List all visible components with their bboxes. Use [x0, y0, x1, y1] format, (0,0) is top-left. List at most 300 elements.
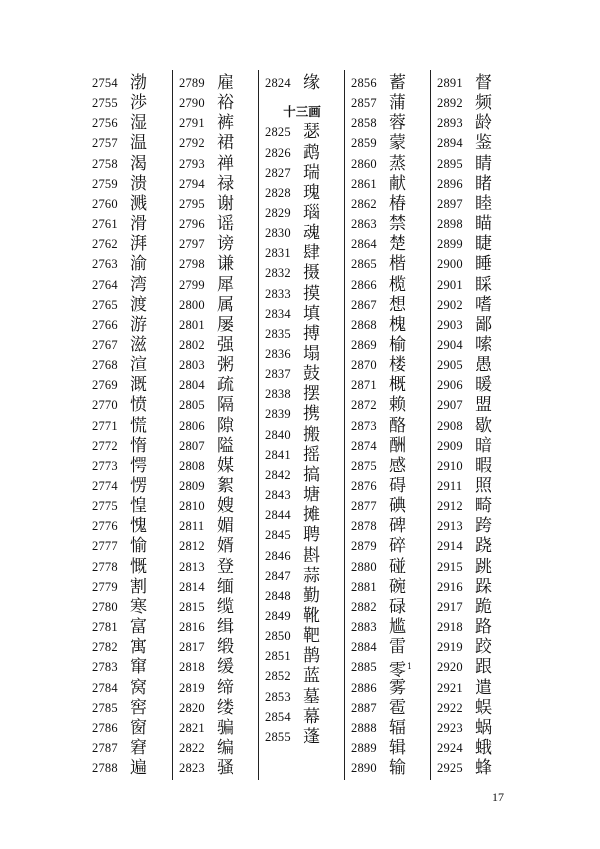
entry-number: 2910	[437, 458, 463, 473]
entry-number: 2866	[351, 277, 377, 292]
entry-number: 2785	[92, 700, 118, 715]
entry-character	[389, 456, 406, 476]
character-glyph: 渲	[130, 355, 147, 376]
character-glyph: 槐	[389, 314, 406, 335]
entry-character	[475, 254, 492, 274]
entry-number: 2911	[437, 479, 463, 493]
entry-number: 2826	[265, 145, 291, 160]
entry-number: 2812	[179, 539, 205, 554]
entry-number: 2810	[179, 499, 205, 514]
entry-number: 2772	[92, 438, 118, 453]
column-5	[430, 70, 516, 780]
entry-character	[475, 275, 492, 295]
entry-character	[217, 93, 234, 113]
entry-character	[389, 698, 406, 718]
character-glyph: 絮	[217, 476, 234, 496]
entry-number: 2794	[179, 176, 205, 191]
entry-character	[475, 416, 492, 436]
character-glyph: 盟	[475, 395, 492, 416]
entry-number: 2924	[437, 740, 463, 755]
entry-character	[475, 194, 492, 214]
entry-number: 2859	[351, 136, 377, 151]
entry-number: 2793	[179, 156, 205, 171]
column-1	[86, 70, 172, 780]
entry-character	[475, 234, 492, 254]
character-glyph: 靶	[303, 626, 320, 647]
character-glyph: 媒	[217, 455, 234, 476]
entry-number: 2773	[92, 458, 118, 473]
character-glyph: 椿	[389, 193, 406, 214]
entry-number: 2839	[265, 407, 291, 422]
character-glyph: 睫	[475, 234, 492, 255]
entry-number: 2828	[265, 185, 291, 200]
entry-number: 2904	[437, 337, 463, 352]
entry-character	[389, 375, 406, 395]
character-glyph: 缔	[217, 677, 234, 698]
entry-character	[303, 404, 320, 424]
character-glyph: 辑	[389, 737, 406, 758]
entry-number: 2893	[437, 116, 463, 131]
entry-character	[389, 476, 406, 496]
entry-character	[303, 687, 320, 707]
entry-number: 2890	[351, 761, 377, 776]
entry-number: 2774	[92, 479, 118, 493]
entry-character	[130, 254, 147, 274]
entry-number: 2755	[92, 96, 118, 111]
entry-number: 2873	[351, 418, 377, 433]
entry-number: 2808	[179, 458, 205, 473]
entry-character	[217, 416, 234, 436]
entry-character	[130, 395, 147, 415]
character-glyph: 裤	[217, 113, 234, 134]
entry-number: 2867	[351, 297, 377, 312]
entry-character	[389, 234, 406, 254]
character-glyph: 赖	[389, 395, 406, 416]
entry-character	[303, 626, 320, 646]
character-glyph: 滑	[130, 214, 147, 235]
character-glyph: 蜗	[475, 717, 492, 738]
entry-number: 2781	[92, 620, 118, 635]
character-glyph: 雹	[389, 697, 406, 718]
entry-character	[303, 344, 320, 364]
entry-number: 2925	[437, 761, 463, 776]
entry-character	[217, 557, 234, 577]
entry-number: 2879	[351, 539, 377, 554]
character-glyph: 雾	[389, 677, 406, 698]
character-glyph: 蛾	[475, 737, 492, 758]
character-glyph: 割	[130, 576, 147, 597]
column-3	[258, 70, 344, 780]
character-glyph: 辐	[389, 717, 406, 738]
entry-character	[303, 425, 320, 445]
character-glyph: 斟	[303, 545, 320, 566]
character-glyph: 跨	[475, 516, 492, 537]
entry-character	[389, 113, 406, 133]
entry-character	[303, 445, 320, 465]
entry-number: 2901	[437, 277, 463, 292]
entry-number: 2838	[265, 387, 291, 402]
character-glyph: 溉	[130, 375, 147, 396]
entry-number: 2827	[265, 165, 291, 180]
entry-number: 2884	[351, 640, 377, 655]
character-glyph: 湾	[130, 274, 147, 295]
entry-number: 2908	[437, 418, 463, 433]
entry-number: 2855	[265, 729, 291, 744]
entry-number: 2798	[179, 257, 205, 272]
character-glyph: 跳	[475, 556, 492, 577]
character-glyph: 暗	[475, 435, 492, 456]
entry-character	[130, 174, 147, 194]
character-glyph: 碘	[389, 496, 406, 517]
entry-character	[475, 456, 492, 476]
entry-character	[389, 214, 406, 234]
entry-number: 2862	[351, 196, 377, 211]
entry-character	[217, 718, 234, 738]
character-glyph: 输	[389, 758, 406, 779]
entry-character	[303, 586, 320, 606]
character-glyph: 愧	[130, 516, 147, 537]
entry-character	[130, 698, 147, 718]
entry-character	[389, 516, 406, 536]
entry-character	[303, 143, 320, 163]
entry-number: 2775	[92, 499, 118, 514]
entry-character	[217, 637, 234, 657]
entry-character	[130, 597, 147, 617]
entry-character	[217, 738, 234, 758]
entry-number: 2795	[179, 196, 205, 211]
entry-number: 2821	[179, 720, 205, 735]
character-glyph: 谢	[217, 193, 234, 214]
entry-number: 2800	[179, 297, 205, 312]
entry-number: 2807	[179, 438, 205, 453]
character-glyph: 跷	[475, 536, 492, 557]
entry-character	[217, 194, 234, 214]
entry-number: 2889	[351, 740, 377, 755]
entry-character	[303, 707, 320, 727]
entry-character	[130, 536, 147, 556]
entry-number: 2841	[265, 447, 291, 462]
character-glyph: 隙	[217, 415, 234, 436]
entry-number: 2850	[265, 629, 291, 644]
character-glyph: 督	[475, 73, 492, 93]
entry-number: 2818	[179, 660, 205, 675]
character-glyph: 暖	[475, 375, 492, 396]
character-glyph: 窝	[130, 677, 147, 698]
entry-number: 2845	[265, 528, 291, 543]
entry-number: 2847	[265, 568, 291, 583]
entry-character	[303, 485, 320, 505]
entry-number: 2756	[92, 116, 118, 131]
entry-number: 2815	[179, 599, 205, 614]
entry-character	[217, 375, 234, 395]
entry-character	[389, 617, 406, 637]
character-glyph: 照	[475, 476, 492, 496]
entry-number: 2852	[265, 669, 291, 684]
entry-number: 2880	[351, 559, 377, 574]
entry-number: 2887	[351, 700, 377, 715]
character-glyph: 裙	[217, 133, 234, 154]
character-glyph: 媚	[217, 516, 234, 537]
entry-number: 2836	[265, 347, 291, 362]
entry-character	[130, 637, 147, 657]
entry-character	[130, 436, 147, 456]
entry-number: 2872	[351, 398, 377, 413]
character-glyph: 窖	[130, 697, 147, 718]
character-glyph: 摇	[303, 444, 320, 465]
entry-number: 2848	[265, 588, 291, 603]
entry-character	[389, 416, 406, 436]
entry-character	[130, 113, 147, 133]
entry-number: 2922	[437, 700, 463, 715]
character-glyph: 缕	[217, 697, 234, 718]
entry-number: 2909	[437, 438, 463, 453]
entry-number: 2896	[437, 176, 463, 191]
character-glyph: 渤	[130, 73, 147, 93]
entry-character	[303, 183, 320, 203]
character-glyph: 渝	[130, 254, 147, 275]
entry-number: 2869	[351, 337, 377, 352]
character-glyph: 睛	[475, 153, 492, 174]
entry-number: 2853	[265, 689, 291, 704]
entry-character	[389, 758, 406, 778]
entry-character	[130, 335, 147, 355]
entry-number: 2916	[437, 579, 463, 594]
character-glyph: 概	[389, 375, 406, 396]
entry-character	[475, 335, 492, 355]
entry-number: 2913	[437, 519, 463, 534]
entry-number: 2870	[351, 358, 377, 373]
character-glyph: 缉	[217, 617, 234, 638]
character-glyph: 鼓	[303, 364, 320, 385]
character-glyph: 窘	[130, 737, 147, 758]
entry-character	[475, 355, 492, 375]
entry-number: 2762	[92, 237, 118, 252]
entry-character	[303, 364, 320, 384]
character-glyph: 嫂	[217, 496, 234, 517]
entry-number: 2789	[179, 76, 205, 90]
entry-number: 2919	[437, 640, 463, 655]
entry-number: 2832	[265, 266, 291, 281]
entry-character	[475, 758, 492, 778]
entry-character	[475, 678, 492, 698]
entry-character	[475, 93, 492, 113]
entry-character	[130, 93, 147, 113]
entry-number: 2891	[437, 76, 463, 90]
entry-number: 2885	[351, 660, 377, 675]
entry-number: 2770	[92, 398, 118, 413]
character-glyph: 睦	[475, 193, 492, 214]
entry-character	[389, 718, 406, 738]
entry-character	[130, 234, 147, 254]
entry-number: 2849	[265, 608, 291, 623]
entry-number: 2778	[92, 559, 118, 574]
entry-row	[259, 726, 345, 752]
entry-character	[475, 657, 492, 677]
entry-character	[130, 577, 147, 597]
entry-character	[130, 315, 147, 335]
character-glyph: 携	[303, 404, 320, 425]
stroke-count-heading: 十三画	[283, 104, 321, 120]
character-glyph: 寒	[130, 596, 147, 617]
entry-number: 2833	[265, 286, 291, 301]
character-glyph: 魂	[303, 223, 320, 244]
entry-number: 2805	[179, 398, 205, 413]
entry-character	[475, 738, 492, 758]
column-2	[172, 70, 258, 780]
character-glyph: 瑰	[303, 182, 320, 203]
character-glyph: 骚	[217, 758, 234, 779]
character-glyph: 摆	[303, 384, 320, 405]
entry-character	[389, 436, 406, 456]
entry-character	[217, 617, 234, 637]
entry-character	[130, 476, 147, 496]
entry-number: 2804	[179, 378, 205, 393]
character-glyph: 隔	[217, 395, 234, 416]
character-table	[86, 70, 516, 780]
entry-number: 2899	[437, 237, 463, 252]
character-glyph: 婿	[217, 536, 234, 557]
character-glyph: 强	[217, 334, 234, 355]
entry-character	[389, 154, 406, 174]
entry-number: 2779	[92, 579, 118, 594]
character-glyph: 瞄	[475, 214, 492, 235]
entry-character	[217, 657, 234, 677]
character-glyph: 肆	[303, 243, 320, 264]
entry-number: 2861	[351, 176, 377, 191]
character-glyph: 溅	[130, 193, 147, 214]
character-glyph: 寓	[130, 637, 147, 658]
entry-character	[475, 718, 492, 738]
entry-number: 2760	[92, 196, 118, 211]
entry-number: 2863	[351, 217, 377, 232]
character-glyph: 献	[389, 173, 406, 194]
entry-number: 2858	[351, 116, 377, 131]
entry-character	[130, 416, 147, 436]
character-glyph: 惰	[130, 435, 147, 456]
entry-number: 2763	[92, 257, 118, 272]
entry-number: 2894	[437, 136, 463, 151]
entry-character	[389, 577, 406, 597]
character-glyph: 禄	[217, 173, 234, 194]
character-glyph: 摊	[303, 505, 320, 526]
entry-number: 2840	[265, 427, 291, 442]
entry-number: 2782	[92, 640, 118, 655]
entry-character	[389, 355, 406, 375]
character-glyph: 蓬	[303, 726, 320, 747]
entry-character	[303, 122, 320, 142]
entry-number: 2777	[92, 539, 118, 554]
character-glyph: 登	[217, 556, 234, 577]
entry-number: 2844	[265, 508, 291, 523]
entry-character	[389, 637, 406, 657]
character-glyph: 犀	[217, 274, 234, 295]
entry-character	[475, 113, 492, 133]
entry-number: 2791	[179, 116, 205, 131]
character-glyph: 鹉	[303, 142, 320, 163]
entry-character	[389, 133, 406, 153]
entry-character	[130, 657, 147, 677]
entry-number: 2814	[179, 579, 205, 594]
entry-number: 2809	[179, 479, 205, 493]
character-glyph: 愤	[130, 395, 147, 416]
character-glyph: 粥	[217, 355, 234, 376]
entry-character	[389, 557, 406, 577]
entry-number: 2758	[92, 156, 118, 171]
entry-character	[389, 93, 406, 113]
entry-character	[217, 577, 234, 597]
entry-character	[303, 243, 320, 263]
character-glyph: 尴	[389, 617, 406, 638]
character-glyph: 蜈	[475, 697, 492, 718]
entry-row	[173, 757, 259, 783]
entry-character	[217, 355, 234, 375]
entry-number: 2877	[351, 499, 377, 514]
entry-number: 2837	[265, 367, 291, 382]
character-glyph: 愉	[130, 536, 147, 557]
entry-row	[259, 72, 345, 98]
entry-number: 2876	[351, 479, 377, 493]
character-glyph: 靴	[303, 605, 320, 626]
character-glyph: 龄	[475, 113, 492, 134]
entry-number: 2764	[92, 277, 118, 292]
character-glyph: 跟	[475, 657, 492, 678]
character-glyph: 碑	[389, 516, 406, 537]
entry-character	[217, 214, 234, 234]
character-glyph: 睬	[475, 274, 492, 295]
entry-character	[475, 436, 492, 456]
entry-number: 2882	[351, 599, 377, 614]
entry-character	[475, 295, 492, 315]
entry-character	[130, 275, 147, 295]
entry-character	[475, 516, 492, 536]
character-glyph: 勤	[303, 585, 320, 606]
entry-character	[303, 646, 320, 666]
entry-character	[130, 516, 147, 536]
character-glyph: 渴	[130, 153, 147, 174]
entry-character	[217, 496, 234, 516]
entry-character	[130, 214, 147, 234]
character-glyph: 搬	[303, 424, 320, 445]
character-glyph: 屡	[217, 314, 234, 335]
entry-number: 2799	[179, 277, 205, 292]
entry-character	[475, 214, 492, 234]
entry-character	[475, 496, 492, 516]
entry-number: 2907	[437, 398, 463, 413]
entry-character	[303, 525, 320, 545]
character-glyph: 遍	[130, 758, 147, 779]
entry-character	[475, 73, 492, 93]
character-glyph: 骗	[217, 717, 234, 738]
entry-character	[217, 758, 234, 778]
entry-number: 2871	[351, 378, 377, 393]
entry-number: 2895	[437, 156, 463, 171]
entry-number: 2766	[92, 317, 118, 332]
character-glyph: 榆	[389, 334, 406, 355]
entry-number: 2902	[437, 297, 463, 312]
entry-number: 2831	[265, 246, 291, 261]
entry-number: 2874	[351, 438, 377, 453]
entry-character	[130, 758, 147, 778]
character-glyph: 嗦	[475, 334, 492, 355]
entry-character	[303, 324, 320, 344]
entry-number: 2825	[265, 125, 291, 140]
entry-character	[303, 566, 320, 586]
superscript-mark: 1	[407, 662, 413, 672]
entry-number: 2886	[351, 680, 377, 695]
entry-number: 2819	[179, 680, 205, 695]
entry-character	[303, 284, 320, 304]
entry-character	[389, 496, 406, 516]
